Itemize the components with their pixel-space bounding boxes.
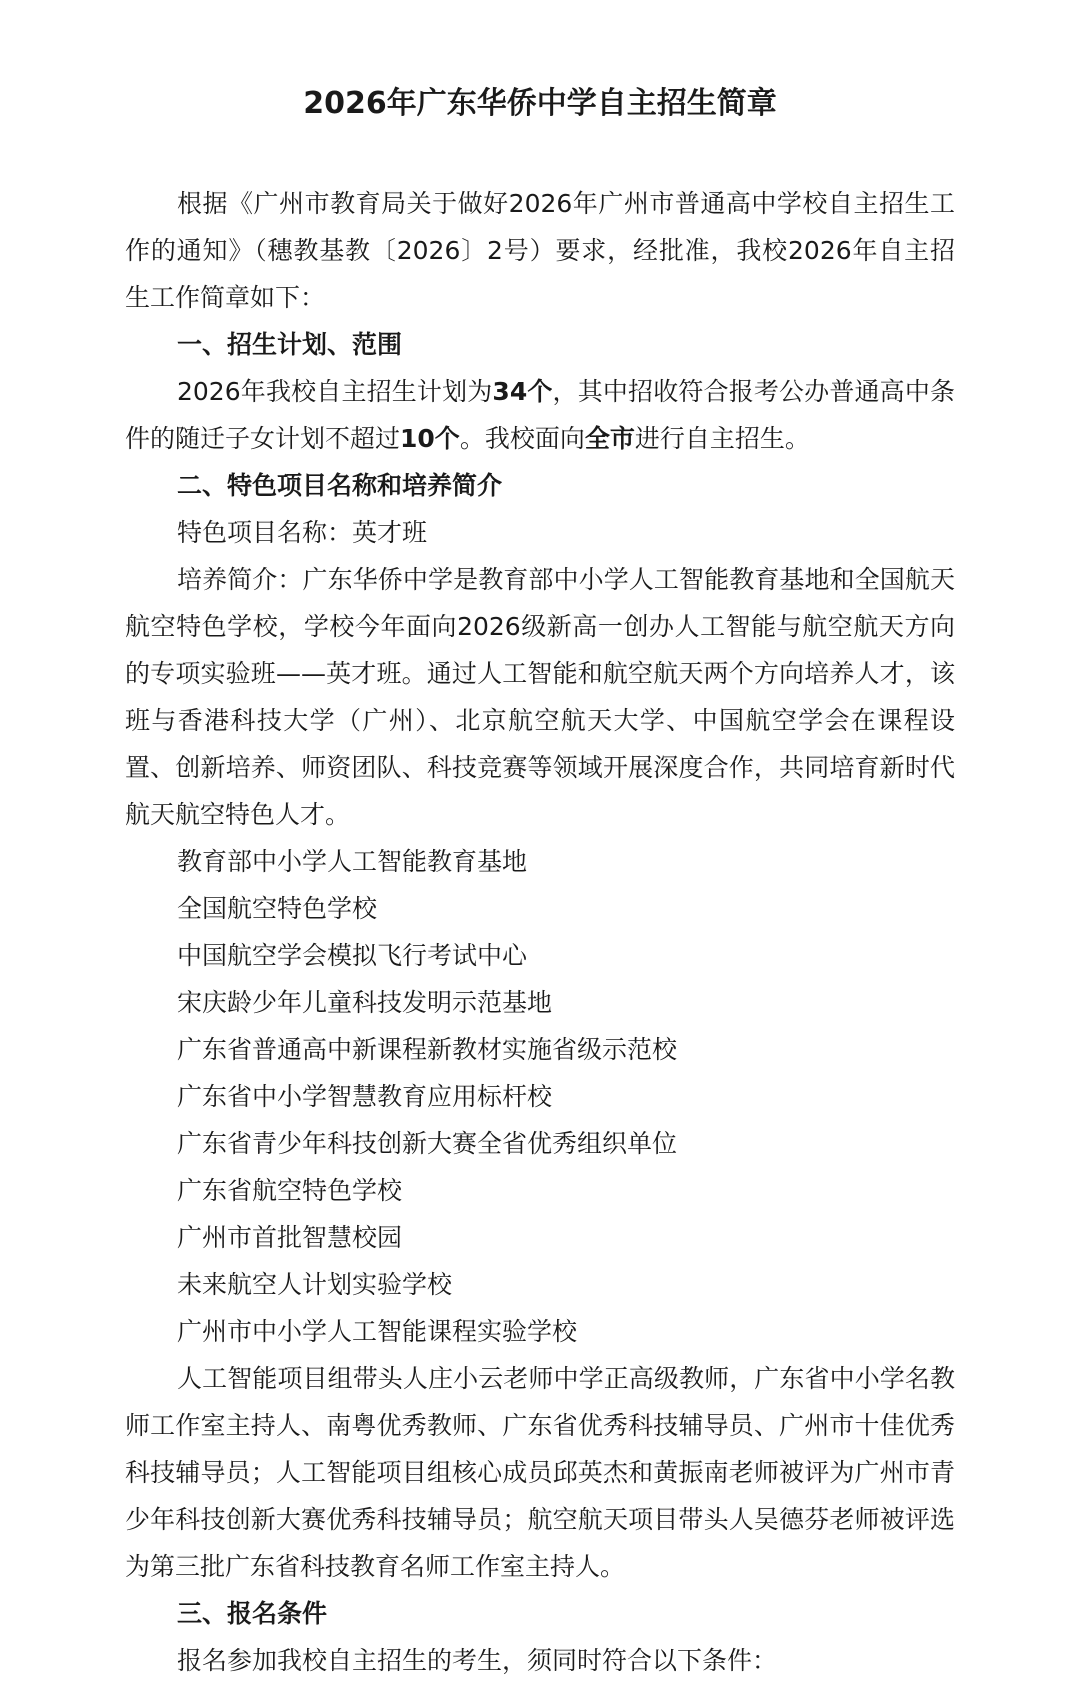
enrollment-scope: 全市 xyxy=(584,424,635,453)
enrollment-migrant: 10个 xyxy=(400,424,460,453)
honor-item: 中国航空学会模拟飞行考试中心 xyxy=(177,941,528,970)
honor-item: 广州市中小学人工智能课程实验学校 xyxy=(177,1317,578,1346)
document-title: 2026年广东华侨中学自主招生简章 xyxy=(303,86,777,121)
section-1-heading: 一、招生计划、范围 xyxy=(177,330,403,359)
honor-item: 教育部中小学人工智能教育基地 xyxy=(177,847,528,876)
section-1-paragraph: 2026年我校自主招生计划为34个，其中招收符合报考公办普通高中条件的随迁子女计划不超过10个。我校面向全市进行自主招生。 xyxy=(125,377,955,453)
honor-item: 全国航空特色学校 xyxy=(177,894,378,923)
section-2-heading: 二、特色项目名称和培养简介 xyxy=(177,471,503,500)
honor-item: 广州市首批智慧校园 xyxy=(177,1223,403,1252)
honor-item: 广东省航空特色学校 xyxy=(177,1176,403,1205)
honor-item: 未来航空人计划实验学校 xyxy=(177,1270,453,1299)
teachers-paragraph: 人工智能项目组带头人庄小云老师中学正高级教师，广东省中小学名教师工作室主持人、南粤优秀教师、广东省优秀科技辅导员、广州市十佳优秀科技辅导员；人工智能项目组核心成员邱英杰和黄振南老师被评为广州市青少年科技创新大赛优秀科技辅导员；航空航天项目带头人吴德芬老师被评选为第三批广东省科技教育名师工作室主持人。 xyxy=(125,1364,955,1581)
honor-item: 广东省普通高中新课程新教材实施省级示范校 xyxy=(177,1035,678,1064)
project-name: 特色项目名称：英才班 xyxy=(177,518,428,547)
honor-item: 宋庆龄少年儿童科技发明示范基地 xyxy=(177,988,553,1017)
section-3-paragraph: 报名参加我校自主招生的考生，须同时符合以下条件： xyxy=(177,1646,778,1675)
honor-item: 广东省青少年科技创新大赛全省优秀组织单位 xyxy=(177,1129,678,1158)
enrollment-total: 34个 xyxy=(492,377,553,406)
intro-paragraph: 根据《广州市教育局关于做好2026年广州市普通高中学校自主招生工作的通知》（穗教基教〔2026〕2号）要求，经批准，我校2026年自主招生工作简章如下： xyxy=(125,189,955,312)
training-intro: 培养简介：广东华侨中学是教育部中小学人工智能教育基地和全国航天航空特色学校，学校今年面向2026级新高一创办人工智能与航空航天方向的专项实验班——英才班。通过人工智能和航空航天两个方向培养人才，该班与香港科技大学（广州）、北京航空航天大学、中国航空学会在课程设置、创新培养、师资团队、科技竞赛等领域开展深度合作，共同培育新时代航天航空特色人才。 xyxy=(125,565,955,829)
honors-list xyxy=(125,838,955,1355)
section-3-heading: 三、报名条件 xyxy=(177,1599,328,1628)
honor-item: 广东省中小学智慧教育应用标杆校 xyxy=(177,1082,553,1111)
